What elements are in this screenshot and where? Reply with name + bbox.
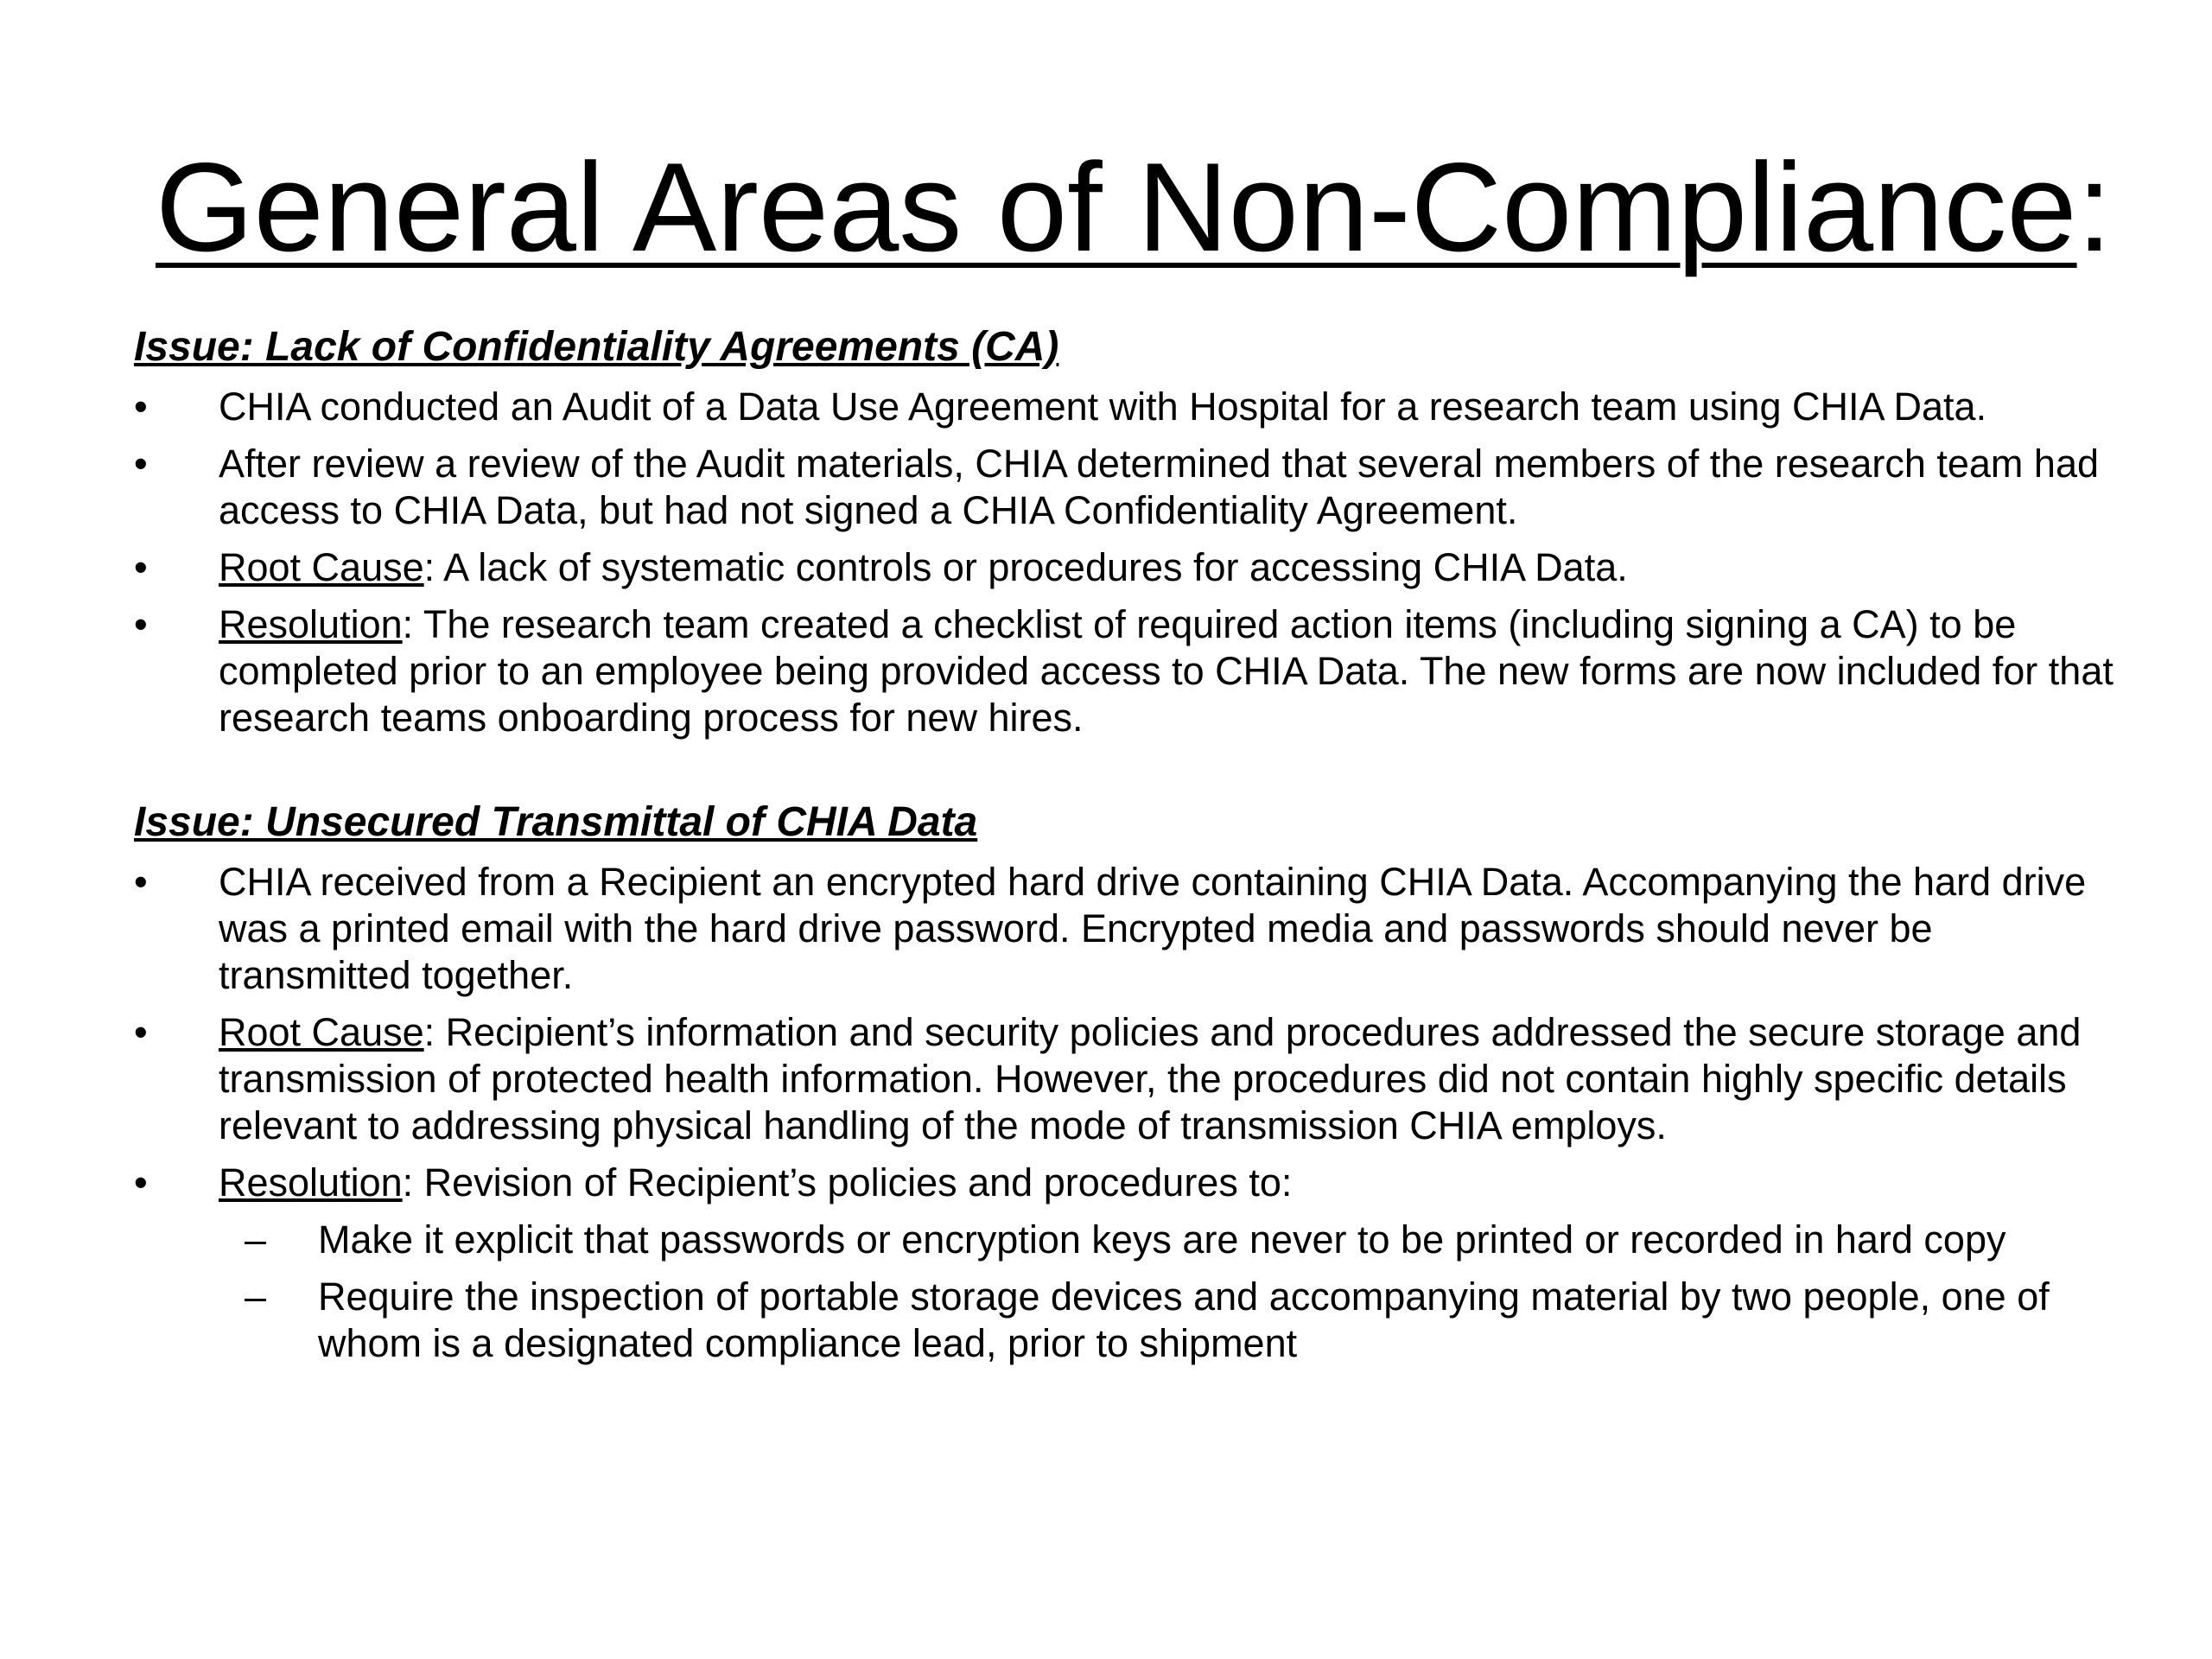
bullet-text: : Revision of Recipient’s policies and procedures to: (402, 1160, 1293, 1205)
bullet-marker: • (134, 602, 148, 646)
bullet-item (134, 384, 2121, 430)
issue-section-transmittal (134, 797, 2121, 1367)
slide-title-colon: : (2076, 137, 2113, 277)
bullet-text: : The research team created a checklist of required action items (including signing a CA) to be completed prior to an employee being provided access to CHIA Data. The new forms are now included for that research teams onboarding process for new hires. (219, 602, 2113, 740)
bullet-marker: • (134, 385, 148, 429)
sub-bullet-text: Require the inspection of portable storage devices and accompanying material by two people, one of whom is a designated compliance lead, prior to shipment (318, 1274, 2050, 1365)
bullet-item-resolution (134, 601, 2121, 741)
bullet-item (134, 441, 2121, 534)
sub-bullet-list (134, 1217, 2121, 1367)
dash-marker: – (245, 1217, 267, 1262)
sub-bullet-text: Make it explicit that passwords or encryption keys are never to be printed or recorded in hard copy (318, 1217, 2006, 1262)
bullet-item-root-cause (134, 544, 2121, 591)
sub-bullet-item (134, 1274, 2121, 1367)
bullet-text: : Recipient’s information and security policies and procedures addressed the secure storage and transmission of protected health information. However, the procedures did not contain highly specific details relevant to addressing physical handling of the mode of transmission CHIA employs. (219, 1010, 2082, 1147)
bullet-marker: • (134, 442, 148, 486)
issue-heading: Issue: Unsecured Transmittal of CHIA Data (134, 799, 978, 845)
bullet-text: CHIA conducted an Audit of a Data Use Agreement with Hospital for a research team using CHIA Data. (219, 385, 1987, 429)
bullet-marker: • (134, 1010, 148, 1054)
resolution-label: Resolution (219, 1160, 403, 1205)
bullet-text: : A lack of systematic controls or procedures for accessing CHIA Data. (423, 545, 1628, 589)
sub-bullet-item (134, 1217, 2121, 1263)
dash-marker: – (245, 1274, 267, 1319)
slide-title-text: General Areas of Non-Compliance (156, 137, 2077, 277)
bullet-marker: • (134, 1160, 148, 1205)
issue-heading: Issue: Lack of Confidentiality Agreements (CA) (134, 324, 1059, 370)
root-cause-label: Root Cause (219, 1010, 424, 1054)
bullet-item-root-cause (134, 1009, 2121, 1149)
resolution-label: Resolution (219, 602, 403, 646)
bullet-text: CHIA received from a Recipient an encrypted hard drive containing CHIA Data. Accompanying the hard drive was a printed email with the hard drive password. Encrypted media and passwords should never be transmitted together. (219, 860, 2087, 997)
bullet-marker: • (134, 860, 148, 904)
bullet-item-resolution (134, 1160, 2121, 1206)
issue-section-confidentiality (134, 321, 2121, 741)
bullet-text: After review a review of the Audit materials, CHIA determined that several members of the research team had access to CHIA Data, but had not signed a CHIA Confidentiality Agreement. (219, 442, 2099, 532)
bullet-list (134, 859, 2121, 1206)
bullet-list (134, 384, 2121, 741)
bullet-item (134, 859, 2121, 999)
bullet-marker: • (134, 545, 148, 589)
root-cause-label: Root Cause (219, 545, 424, 589)
slide-title (156, 138, 2112, 277)
slide-content (134, 321, 2121, 1422)
